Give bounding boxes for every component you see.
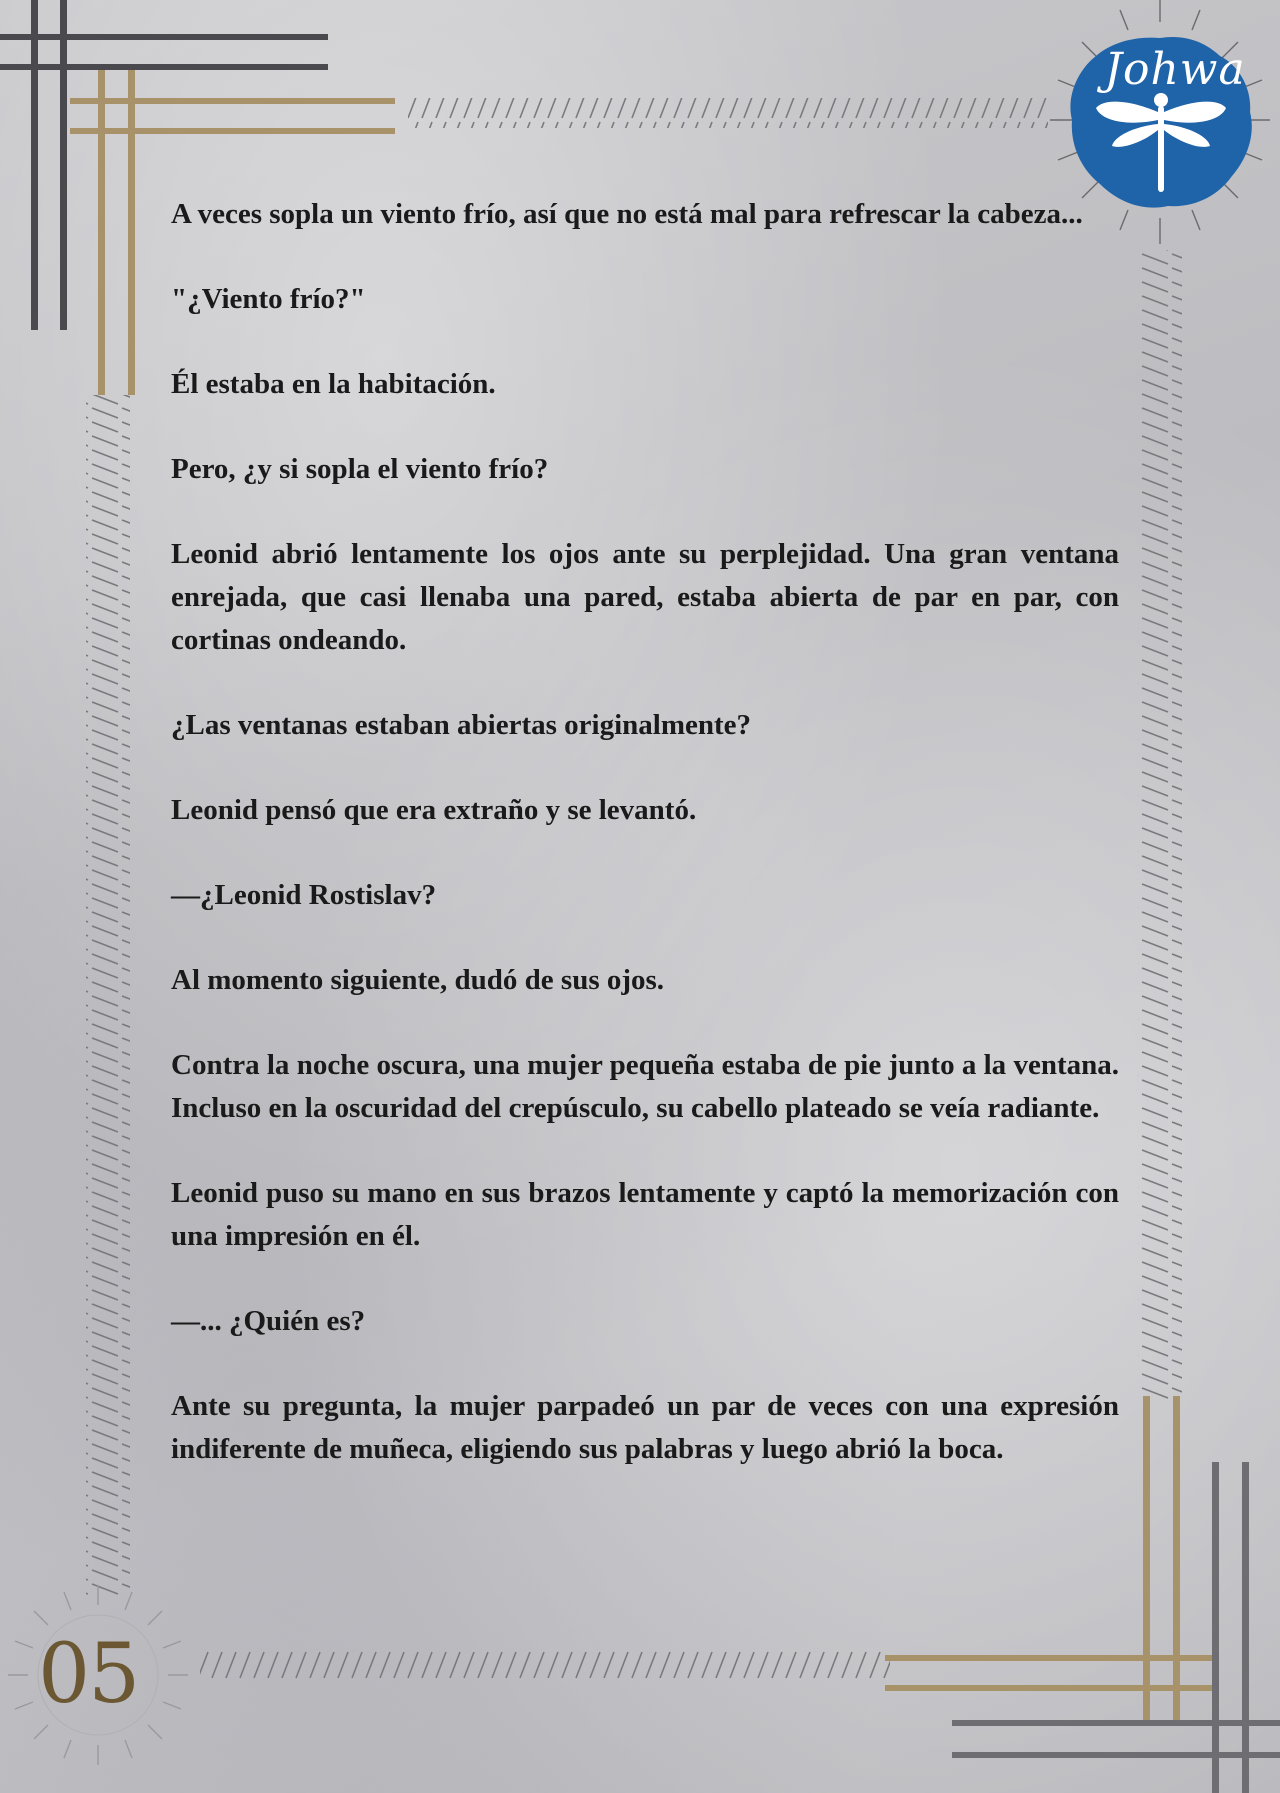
page-number: 05 (38, 1627, 139, 1722)
top-hatch-band (408, 98, 1048, 128)
paragraph: —... ¿Quién es? (171, 1305, 366, 1337)
paragraph: "¿Viento frío?" (171, 283, 366, 315)
paragraph: Leonid pensó que era extraño y se levantó. (171, 794, 697, 826)
paragraph: Ante su pregunta, la mujer parpadeó un par de veces con una expresión indiferente de muñeca, eligiendo sus palabras y luego abrió la boca. (171, 1390, 1119, 1465)
paragraph: Al momento siguiente, dudó de sus ojos. (171, 964, 665, 996)
paragraph: ¿Las ventanas estaban abiertas originalmente? (171, 709, 751, 741)
paragraph: Contra la noche oscura, una mujer pequeña estaba de pie junto a la ventana. Incluso en la oscuridad del crepúsculo, su cabello plateado se veía radiante. (171, 1049, 1119, 1124)
bottom-hatch-band (200, 1650, 890, 1680)
paragraph: Leonid puso su mano en sus brazos lentamente y captó la memorización con una impresión en él. (171, 1177, 1119, 1252)
right-hatch-band (1138, 250, 1182, 1400)
paragraph: Leonid abrió lentamente los ojos ante su perplejidad. Una gran ventana enrejada, que casi llenaba una pared, estaba abierta de par en par, con cortinas ondeando. (171, 538, 1119, 656)
logo-text: Johwa (1104, 44, 1246, 95)
left-hatch-band (86, 395, 130, 1595)
paragraph: —¿Leonid Rostislav? (171, 879, 437, 911)
paragraph: Pero, ¿y si sopla el viento frío? (171, 453, 549, 485)
paragraph: A veces sopla un viento frío, así que no está mal para refrescar la cabeza... (171, 198, 1083, 230)
paragraph: Él estaba en la habitación. (171, 368, 496, 400)
story-text (171, 193, 1119, 1513)
